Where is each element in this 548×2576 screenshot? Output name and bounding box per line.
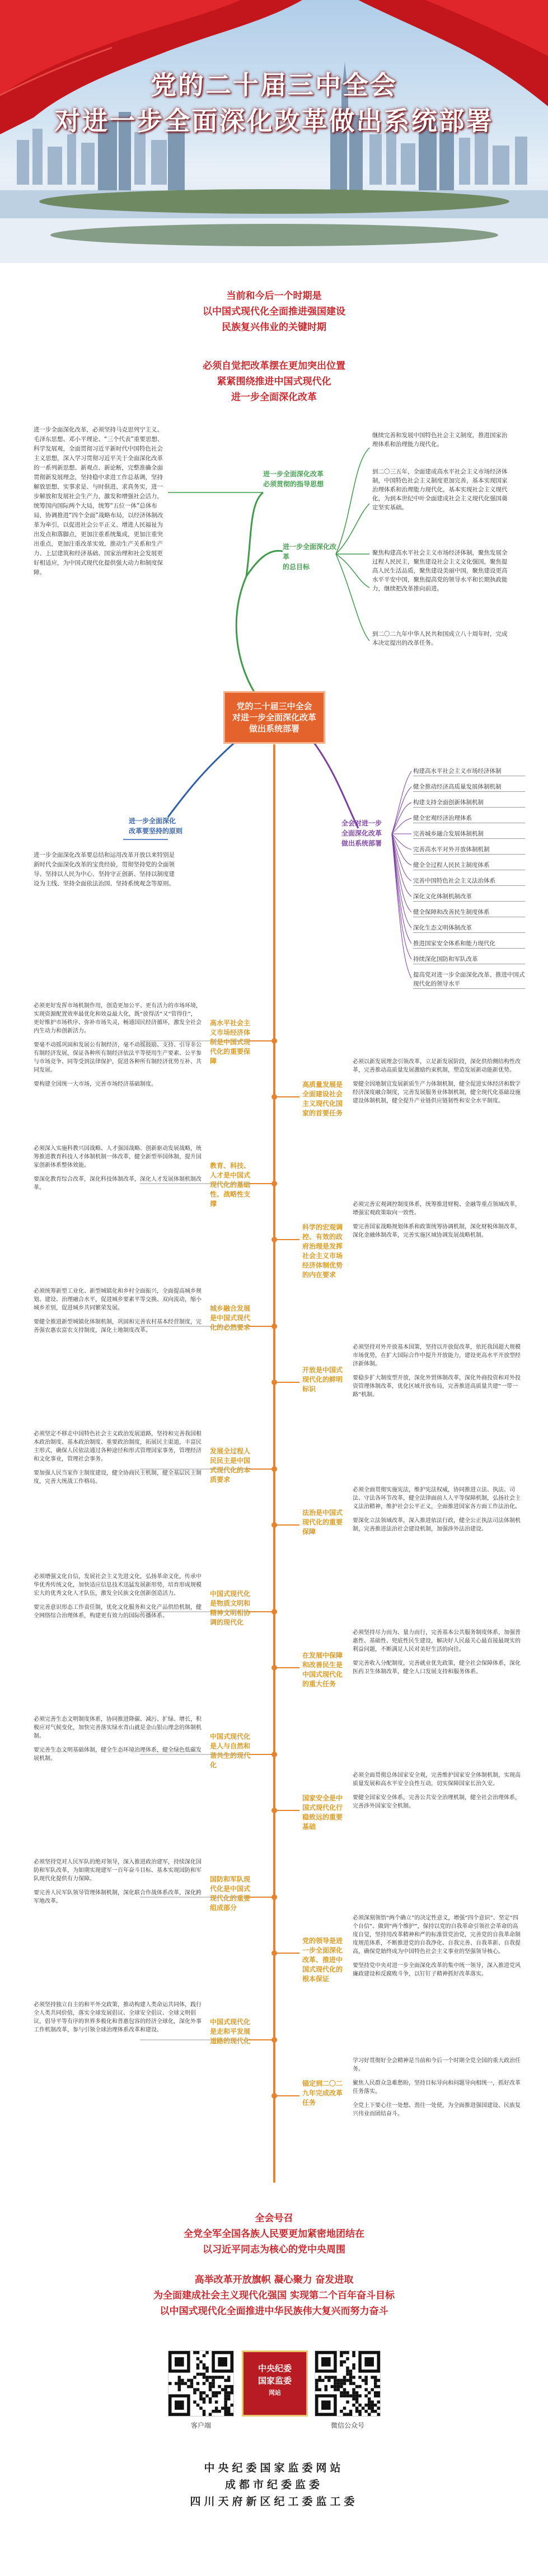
footer-line: 全党全军全国各族人民要更加紧密地团结在 bbox=[184, 2228, 364, 2240]
branch-label: 进一步全面深化改革 bbox=[263, 470, 324, 478]
trunk-dot bbox=[271, 1950, 277, 1956]
page-title-line1: 党的二十届三中全会 bbox=[151, 70, 397, 100]
section-text-left: 必须坚定不移走中国特色社会主义政治发展道路，坚持和完善我国根本政治制度、基本政治制度、重要政治制度，拓展民主渠道，丰富民主形式，确保人民依法通过各种途径和形式管理国家事务，管理经济和文化事业，管理社会事务。 bbox=[34, 1431, 202, 1462]
section-node-right: 锚定到二〇二九年完成改革任务 bbox=[302, 2080, 343, 2106]
footer-line: 高举改革开放旗帜 凝心聚力 奋发进取 bbox=[194, 2274, 354, 2286]
deploy-item: 深化生态文明体制改革 bbox=[413, 923, 525, 933]
section-text-right: 必须以新发展理念引领改革，立足新发展阶段，深化供给侧结构性改革，完善推动高质量发展激励约束机制，塑造发展新动能新优势。 bbox=[353, 1059, 521, 1073]
guiding-thought-text: 进一步全面深化改革，必须坚持马克思列宁主义、毛泽东思想、邓小平理论、“三个代表”重要思想、科学发展观，全面贯彻习近平新时代中国特色社会主义思想，深入学习贯彻习近平关于全面深化改革的一系列新思想、新观点、新论断，完整准确全面贯彻新发展理念，坚持稳中求进工作总基调，坚持解放思想、实事求是、与时俱进、求真务实，进一步解放和发展社会生产力，激发和增强社会活力，统筹国内国际两个大局，统筹“五位一体”总体布局，协调推进“四个全面”战略布局，以经济体制改革为牵引，以促进社会公平正义、增进人民福祉为出发点和落脚点，更加注重系统集成，更加注重突出重点，更加注重改革实效，推动生产关系和生产力、上层建筑和经济基础、国家治理和社会发展更好相适应，为中国式现代化提供强大动力和制度保障。 bbox=[34, 426, 163, 576]
intro-line: 必须自觉把改革摆在更加突出位置 bbox=[203, 360, 345, 372]
goal-leaf-4: 到二〇二九年中华人民共和国成立八十周年时，完成本决定提出的改革任务。 bbox=[372, 631, 508, 646]
section-node-left: 中国式现代化是走和平发展道路的现代化 bbox=[210, 2018, 251, 2045]
footer-call-2 bbox=[0, 2272, 548, 2319]
section-node-left: 国防和军队现代化是中国式现代化的重要组成部分 bbox=[210, 1875, 251, 1912]
org-name: 四川天府新区纪工委监工委 bbox=[190, 2495, 358, 2508]
branch-label: 进一步全面深化改革 bbox=[283, 543, 337, 561]
deploy-item: 完善高水平对外开放体制机制 bbox=[413, 845, 525, 855]
footer-line: 全会号召 bbox=[255, 2213, 293, 2224]
deploy-item: 健全推动经济高质量发展体制机制 bbox=[413, 782, 525, 792]
section-node-right: 国家安全是中国式现代化行稳致远的重要基础 bbox=[302, 1794, 343, 1831]
section-text-right: 必须坚持对外开放基本国策，坚持以开放促改革，依托我国超大规模市场优势，在扩大国际合作中提升开放能力，建设更高水平开放型经济新体制。 bbox=[353, 1344, 521, 1367]
goal-leaf-2: 到二〇三五年，全面建成高水平社会主义市场经济体制，中国特色社会主义制度更加完善，基本实现国家治理体系和治理能力现代化，基本实现社会主义现代化，为到本世纪中叶全面建成社会主义现代化强国奠定坚实基础。 bbox=[372, 468, 508, 511]
section-text-left: 必须统筹新型工业化、新型城镇化和乡村全面振兴，全面提高城乡规划、建设、治理融合水平，促进城乡要素平等交换、双向流动，缩小城乡差别，促进城乡共同繁荣发展。 bbox=[34, 1288, 202, 1311]
section-text-left: 要毫不动摇巩固和发展公有制经济，毫不动摇鼓励、支持、引导非公有制经济发展，保证各种所有制经济依法平等使用生产要素、公平参与市场竞争、同等受到法律保护，促进各种所有制经济优势互补、共同发展。 bbox=[34, 1042, 202, 1073]
trunk-dot bbox=[271, 1380, 277, 1385]
branch-guiding-node bbox=[263, 469, 336, 489]
ccdi-logo bbox=[242, 2350, 308, 2417]
trunk-dot bbox=[271, 1522, 277, 1528]
branch-principles-node bbox=[129, 816, 190, 836]
org-list bbox=[0, 2460, 548, 2510]
section-text-right: 必须全面贯彻实施宪法，维护宪法权威，协同推进立法、执法、司法、守法各环节改革，健全法律面前人人平等保障机制，弘扬社会主义法治精神，维护社会公平正义，全面推进国家各方面工作法治化。 bbox=[353, 1487, 521, 1510]
section-text-right: 要健全因地制宜发展新质生产力体制机制，健全促进实体经济和数字经济深度融合制度，完善发展服务业体制机制，健全现代化基础设施建设体制机制，健全提升产业链供应链韧性和安全水平制度。 bbox=[353, 1081, 521, 1104]
section-text-right: 必须深刻领悟“两个确立”的决定性意义，增强“四个意识”、坚定“四个自信”、做到“两个维护”，保持以党的自我革命引领社会革命的高度自觉，坚持用改革精神和严的标准管党治党，完善党的自我革命制度规范体系，不断推进党的自我净化、自我完善、自我革新、自我提高，确保党始终成为中国特色社会主义事业的坚强领导核心。 bbox=[353, 1915, 521, 1955]
section-node-right: 党的领导是进一步全面深化改革、推进中国式现代化的根本保证 bbox=[302, 1937, 343, 1983]
section-node-right: 开放是中国式现代化的鲜明标识 bbox=[302, 1366, 343, 1393]
section-text-right: 要完善收入分配制度，完善就业优先政策，健全社会保障体系，深化医药卫生体制改革，健全人口发展支持和服务体系。 bbox=[353, 1660, 521, 1675]
section-text-left: 要完善人民军队领导管理体制机制，深化联合作战体系改革，深化跨军地改革。 bbox=[34, 1890, 202, 1904]
section-node-left: 教育、科技、人才是中国式现代化的基础性、战略性支撑 bbox=[210, 1162, 251, 1208]
section-text-right: 要稳步扩大制度型开放，深化外贸体制改革，深化外商投资和对外投资管理体制改革，优化区域开放布局，完善推进高质量共建“一带一路”机制。 bbox=[353, 1375, 521, 1398]
section-text-left: 必须坚持党对人民军队的绝对领导，深入推进政治建军，持续深化国防和军队改革，为如期实现建军一百年奋斗目标、基本实现国防和军队现代化提供有力保障。 bbox=[34, 1859, 202, 1882]
section-text-right: 要深化立法领域改革，深入推进依法行政，健全公正执法司法体制机制，完善推进法治社会建设机制，加强涉外法治建设。 bbox=[353, 1518, 521, 1532]
deploy-item: 推进国家安全体系和能力现代化 bbox=[413, 939, 525, 949]
section-text-left: 必须深入实施科教兴国战略、人才强国战略、创新驱动发展战略，统筹推进教育科技人才体制机制一体改革，健全新型举国体制，提升国家创新体系整体效能。 bbox=[34, 1146, 202, 1169]
section-text-left: 要完善生态文明基础体制，健全生态环境治理体系，健全绿色低碳发展机制。 bbox=[34, 1747, 202, 1762]
deploy-item: 完善城乡融合发展体制机制 bbox=[413, 829, 525, 839]
trunk-dot bbox=[271, 1094, 277, 1100]
branch-label: 的总目标 bbox=[283, 563, 310, 571]
intro-line: 紧紧围绕推进中国式现代化 bbox=[217, 376, 331, 387]
branch-label: 做出系统部署 bbox=[341, 839, 382, 847]
section-node-right: 在发展中保障和改善民生是中国式现代化的重大任务 bbox=[302, 1651, 343, 1688]
trunk-dot bbox=[271, 1237, 277, 1242]
branch-deploy-node bbox=[341, 818, 397, 848]
section-text-right: 必须全面贯彻总体国家安全观，完善维护国家安全体制机制，实现高质量发展和高水平安全良性互动，切实保障国家长治久安。 bbox=[353, 1772, 521, 1787]
section-text-left: 要完善意识形态工作责任制，优化文化服务和文化产品供给机制，健全网络综合治理体系，构建更有效力的国际传播体系。 bbox=[34, 1604, 202, 1619]
deploy-item: 构建支持全面创新体制机制 bbox=[413, 798, 525, 808]
org-name: 中央纪委国家监委网站 bbox=[204, 2462, 344, 2474]
section-text-right: 要完善国家战略规划体系和政策统筹协调机制，深化财税体制改革，深化金融体制改革，完善实施区域协调发展战略机制。 bbox=[353, 1224, 521, 1238]
branch-label: 全会对进一步 bbox=[341, 819, 382, 827]
section-text-right: 要健全国家安全体系，完善公共安全治理机制，健全社会治理体系，完善涉外国家安全机制。 bbox=[353, 1795, 521, 1809]
trunk-dot bbox=[271, 1665, 277, 1671]
center-label-line: 对进一步全面深化改革 bbox=[232, 712, 316, 722]
section-node-left: 中国式现代化是物质文明和精神文明相协调的现代化 bbox=[210, 1590, 251, 1626]
goal-leaf-1: 继续完善和发展中国特色社会主义制度，推进国家治理体系和治理能力现代化。 bbox=[372, 432, 508, 448]
qr-code-wechat[interactable] bbox=[315, 2350, 381, 2417]
deploy-item: 完善中国特色社会主义法治体系 bbox=[413, 876, 525, 886]
deploy-item: 提高党对进一步全面深化改革、推进中国式现代化的领导水平 bbox=[413, 970, 525, 989]
center-node bbox=[225, 693, 324, 742]
center-label-line: 做出系统部署 bbox=[249, 724, 299, 734]
org-name: 成都市纪委监委 bbox=[224, 2479, 323, 2491]
section-text-right: 全党上下要心往一处想、劲往一处使，为全面推进强国建设、民族复兴伟业而团结奋斗。 bbox=[353, 2103, 521, 2117]
section-text-right: 要坚持党中央对进一步全面深化改革的集中统一领导，深入推进党风廉政建设和反腐败斗争，以钉钉子精神抓好改革落实。 bbox=[353, 1963, 521, 1977]
branch-label: 改革要坚持的原则 bbox=[129, 827, 183, 835]
logo-text: 中央纪委 bbox=[257, 2363, 292, 2373]
section-text-left: 必须坚持独立自主的和平外交政策，推动构建人类命运共同体，践行全人类共同价值，落实全球发展倡议、全球安全倡议、全球文明倡议，倡导平等有序的世界多极化和普惠包容的经济全球化，深化外事工作机制改革，参与引领全球治理体系改革和建设。 bbox=[34, 2002, 202, 2033]
footer-call-1 bbox=[0, 2211, 548, 2258]
section-node-right: 高质量发展是全面建设社会主义现代化国家的首要任务 bbox=[302, 1081, 343, 1117]
intro-line: 当前和今后一个时期是 bbox=[226, 290, 322, 302]
section-text-right: 必须坚持尽力而为、量力而行，完善基本公共服务制度体系，加强普惠性、基础性、兜底性民生建设，解决好人民最关心最直接最现实的利益问题，不断满足人民对美好生活的向往。 bbox=[353, 1630, 521, 1653]
section-text-left: 必须增强文化自信，发展社会主义先进文化，弘扬革命文化，传承中华优秀传统文化，加快适应信息技术迅猛发展新形势，培育形成规模宏大的优秀文化人才队伍，激发全民族文化创新创造活力。 bbox=[34, 1574, 202, 1597]
intro-line: 民族复兴伟业的关键时期 bbox=[222, 322, 326, 333]
qr-caption-client: 客户端 bbox=[190, 2422, 211, 2429]
footer-line: 以中国式现代化全面推进中华民族伟大复兴而努力奋斗 bbox=[160, 2306, 388, 2317]
principles-text: 进一步全面深化改革要总结和运用改革开放以来特别是新时代全面深化改革的宝贵经验，贯彻坚持党的全面领导、坚持以人民为中心、坚持守正创新、坚持以制度建设为主线、坚持全面依法治国、坚持系统观念等原则。 bbox=[34, 852, 175, 887]
section-text-left: 要加强人民当家作主制度建设，健全协商民主机制，健全基层民主制度，完善大统战工作格局。 bbox=[34, 1470, 202, 1485]
deploy-item: 构建高水平社会主义市场经济体制 bbox=[413, 767, 525, 776]
qr-code-client[interactable] bbox=[168, 2350, 234, 2417]
trunk-dot bbox=[271, 1808, 277, 1813]
purple-leaf-connectors bbox=[392, 771, 411, 978]
page-title-line2: 对进一步全面深化改革做出系统部署 bbox=[54, 106, 494, 136]
section-node-left: 发展全过程人民民主是中国式现代化的本质要求 bbox=[210, 1447, 251, 1484]
section-node-left: 中国式现代化是人与自然和谐共生的现代化 bbox=[210, 1733, 251, 1769]
qr-caption-wechat: 微信公众号 bbox=[330, 2422, 364, 2429]
logo-text: 网站 bbox=[269, 2389, 281, 2396]
deploy-item: 健全宏观经济治理体系 bbox=[413, 814, 525, 823]
section-text-right: 学习好贯彻好全会精神是当前和今后一个时期全党全国的重大政治任务。 bbox=[353, 2058, 521, 2072]
trunk-dot bbox=[271, 2093, 277, 2099]
goal-leaf-3: 聚焦构建高水平社会主义市场经济体制，聚焦发展全过程人民民主，聚焦建设社会主义文化强国，聚焦提高人民生活品质，聚焦建设美丽中国，聚焦建设更高水平平安中国，聚焦提高党的领导水平和长期执政能力，继续把改革推向前进。 bbox=[372, 550, 508, 592]
section-text-right: 必须完善宏观调控制度体系，统筹推进财税、金融等重点领域改革，增强宏观政策取向一致性。 bbox=[353, 1202, 521, 1216]
branch-label: 必须贯彻的指导思想 bbox=[263, 480, 324, 488]
footer-line: 以习近平同志为核心的党中央周围 bbox=[203, 2244, 345, 2255]
deploy-item: 健全保障和改善民生制度体系 bbox=[413, 908, 525, 917]
section-node-left: 城乡融合发展是中国式现代化的必然要求 bbox=[210, 1305, 251, 1331]
branch-goal-node bbox=[283, 542, 339, 572]
deploy-item: 持续深化国防和军队改革 bbox=[413, 955, 525, 964]
footer-line: 为全面建成社会主义现代化强国 实现第二个百年奋斗目标 bbox=[153, 2290, 395, 2301]
branch-label: 全面深化改革 bbox=[341, 829, 382, 837]
section-node-right: 科学的宏观调控、有效的政府治理是发挥社会主义市场经济体制优势的内在要求 bbox=[302, 1223, 343, 1279]
center-label-line: 党的二十届三中全会 bbox=[236, 701, 312, 711]
section-node-left: 高水平社会主义市场经济体制是中国式现代化的重要保障 bbox=[210, 1019, 251, 1065]
branch-label: 进一步全面深化 bbox=[129, 817, 176, 825]
section-text-left: 要构建全国统一大市场，完善市场经济基础制度。 bbox=[34, 1081, 157, 1087]
logo-text: 国家监委 bbox=[257, 2376, 292, 2386]
section-text-right: 聚焦人民群众急难愁盼，坚持目标导向和问题导向相统一，抓好改革任务落实。 bbox=[353, 2080, 521, 2095]
section-text-left: 要深化教育综合改革，深化科技体制改革，深化人才发展体制机制改革。 bbox=[34, 1176, 202, 1191]
intro-line: 以中国式现代化全面推进强国建设 bbox=[203, 306, 345, 317]
section-text-left: 必须完善生态文明制度体系，协同推进降碳、减污、扩绿、增长，积极应对气候变化，加快完善落实绿水青山就是金山银山理念的体制机制。 bbox=[34, 1716, 202, 1739]
section-text-left: 必须更好发挥市场机制作用，创造更加公平、更有活力的市场环境，实现资源配置效率最优化和效益最大化，既“放得活”又“管得住”，更好维护市场秩序、弥补市场失灵，畅通国民经济循环，激发全社会内生动力和创新活力。 bbox=[34, 1003, 202, 1034]
section-text-left: 要健全推进新型城镇化体制机制，巩固和完善农村基本经营制度，完善强农惠农富农支持制度，深化土地制度改革。 bbox=[34, 1319, 202, 1334]
deploy-item: 健全全过程人民民主制度体系 bbox=[413, 861, 525, 870]
intro-line: 进一步全面深化改革 bbox=[231, 392, 317, 403]
deploy-item: 深化文化体制机制改革 bbox=[413, 892, 525, 902]
section-node-right: 法治是中国式现代化的重要保障 bbox=[302, 1509, 343, 1536]
